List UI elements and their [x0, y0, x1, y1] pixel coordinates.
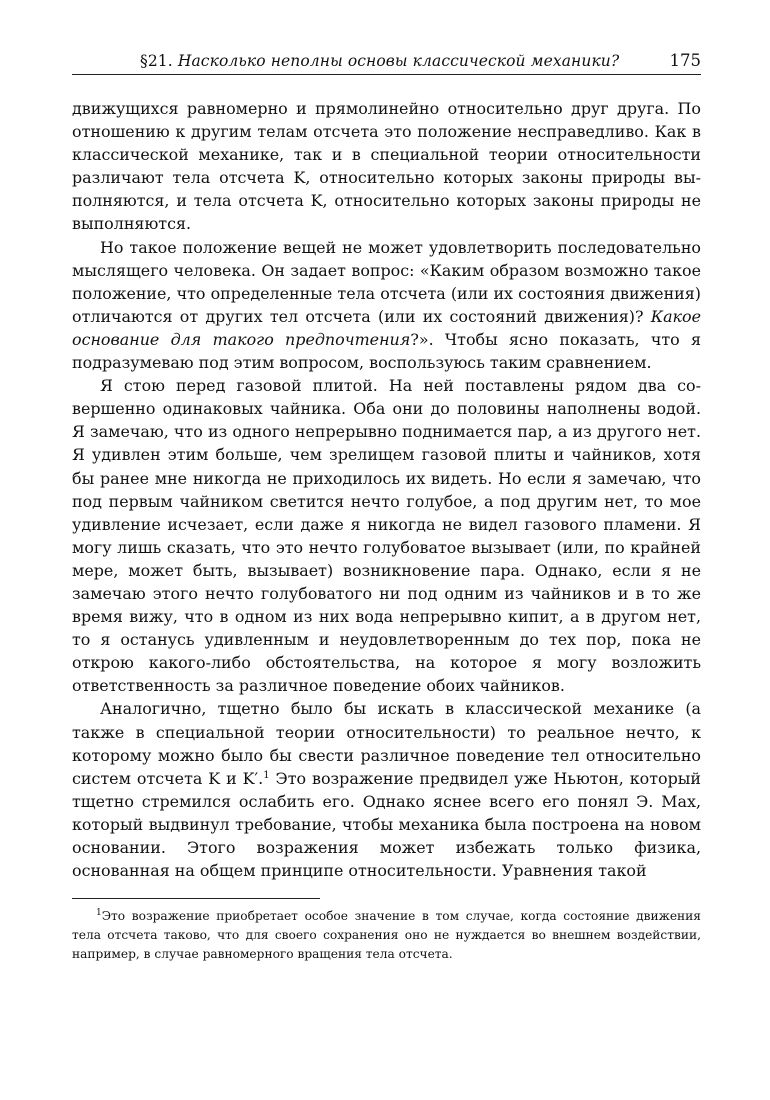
paragraph-4-part-a: Аналогично, тщетно было бы искать в классической механике (а также в специальной теории относительности) то реальное нечто, к которому можно было бы свести различное поведение тел относительно систем отсчета K и K′.: [72, 699, 701, 788]
paragraph-4: [72, 697, 701, 882]
footnote: [72, 907, 701, 964]
footnote-text: Это возражение приобретает особое значение в том случае, когда состояние движения тела отсчета таково, что для своего сохранения оно не нуждается во внешнем воздействии, например, в случае равномерного вращения тела отсчета.: [72, 909, 701, 962]
paragraph-4-part-b: Это возражение предвидел уже Ньютон, который тщетно стремился ослабить его. Однако яснее всего его понял Э. Мах, который выдвинул требование, чтобы механика была построена на новом основании. Этого возражения может избежать только физика, основанная на общем принципе относительности. Уравнения такой: [72, 768, 702, 881]
paragraph-3: Я стою перед газовой плитой. На ней поставлены рядом два совершенно одинаковых чайника. Оба они до половины наполнены водой. Я замечаю, что из одного непрерывно поднимается пар, а из другого нет. Я удивлен этим больше, чем зрелищем газовой плиты и чайников, хотя бы ранее мне никогда не приходилось их видеть. Но если я замечаю, что под первым чайником светится нечто голубое, а под другим нет, то мое удивление исчезает, если даже я никогда не видел газового пламени. Я могу лишь сказать, что это нечто голубоватое вызывает (или, по крайней мере, может быть, вызывает) возникновение пара. Однако, если я не замечаю этого нечто голубоватого ни под одним из чайников и в то же время вижу, что в одном из них вода непрерывно кипит, а в другом нет, то я останусь удивленным и неудовлетворенным до тех пор, пока не открою какого-либо обстоятельства, на которое я могу возложить ответственность за различное поведение обоих чайников.: [72, 376, 701, 696]
footnote-mark: 1: [96, 908, 102, 919]
paragraph-2-part-b: ?». Чтобы ясно показать, что я подразумеваю под этим вопросом, воспользуюсь таким сравнением.: [72, 329, 702, 373]
paragraph-2-part-a: Но такое положение вещей не может удовлетворить последовательно мыслящего человека. Он задает вопрос: «Каким образом возможно такое положение, что определенные тела отсчета (или их состояния движения) отличаются от других тел отсчета (или их состояний движения)?: [72, 237, 701, 326]
running-header: [72, 48, 701, 75]
section-number: §21.: [140, 52, 173, 70]
paragraph-1: движущихся равномерно и прямолинейно относительно друг друга. По отношению к другим телам отсчета это положение несправедливо. Как в классической механике, так и в специальной теории относительности различают тела отсчета K, относительно которых законы природы выполняются, и тела отсчета K, относительно которых законы природы не выполняются.: [72, 99, 701, 234]
header-title-line: [140, 52, 619, 70]
page-number: 175: [669, 51, 701, 70]
emphasized-question: Какое основание для такого предпочтения: [72, 306, 701, 349]
main-text: [72, 97, 701, 882]
footnote-reference: 1: [263, 769, 270, 781]
paragraph-2: [72, 236, 701, 375]
footnote-divider: [72, 898, 320, 899]
book-page: [72, 48, 701, 964]
chapter-title: Насколько неполны основы классической механики?: [177, 52, 620, 70]
